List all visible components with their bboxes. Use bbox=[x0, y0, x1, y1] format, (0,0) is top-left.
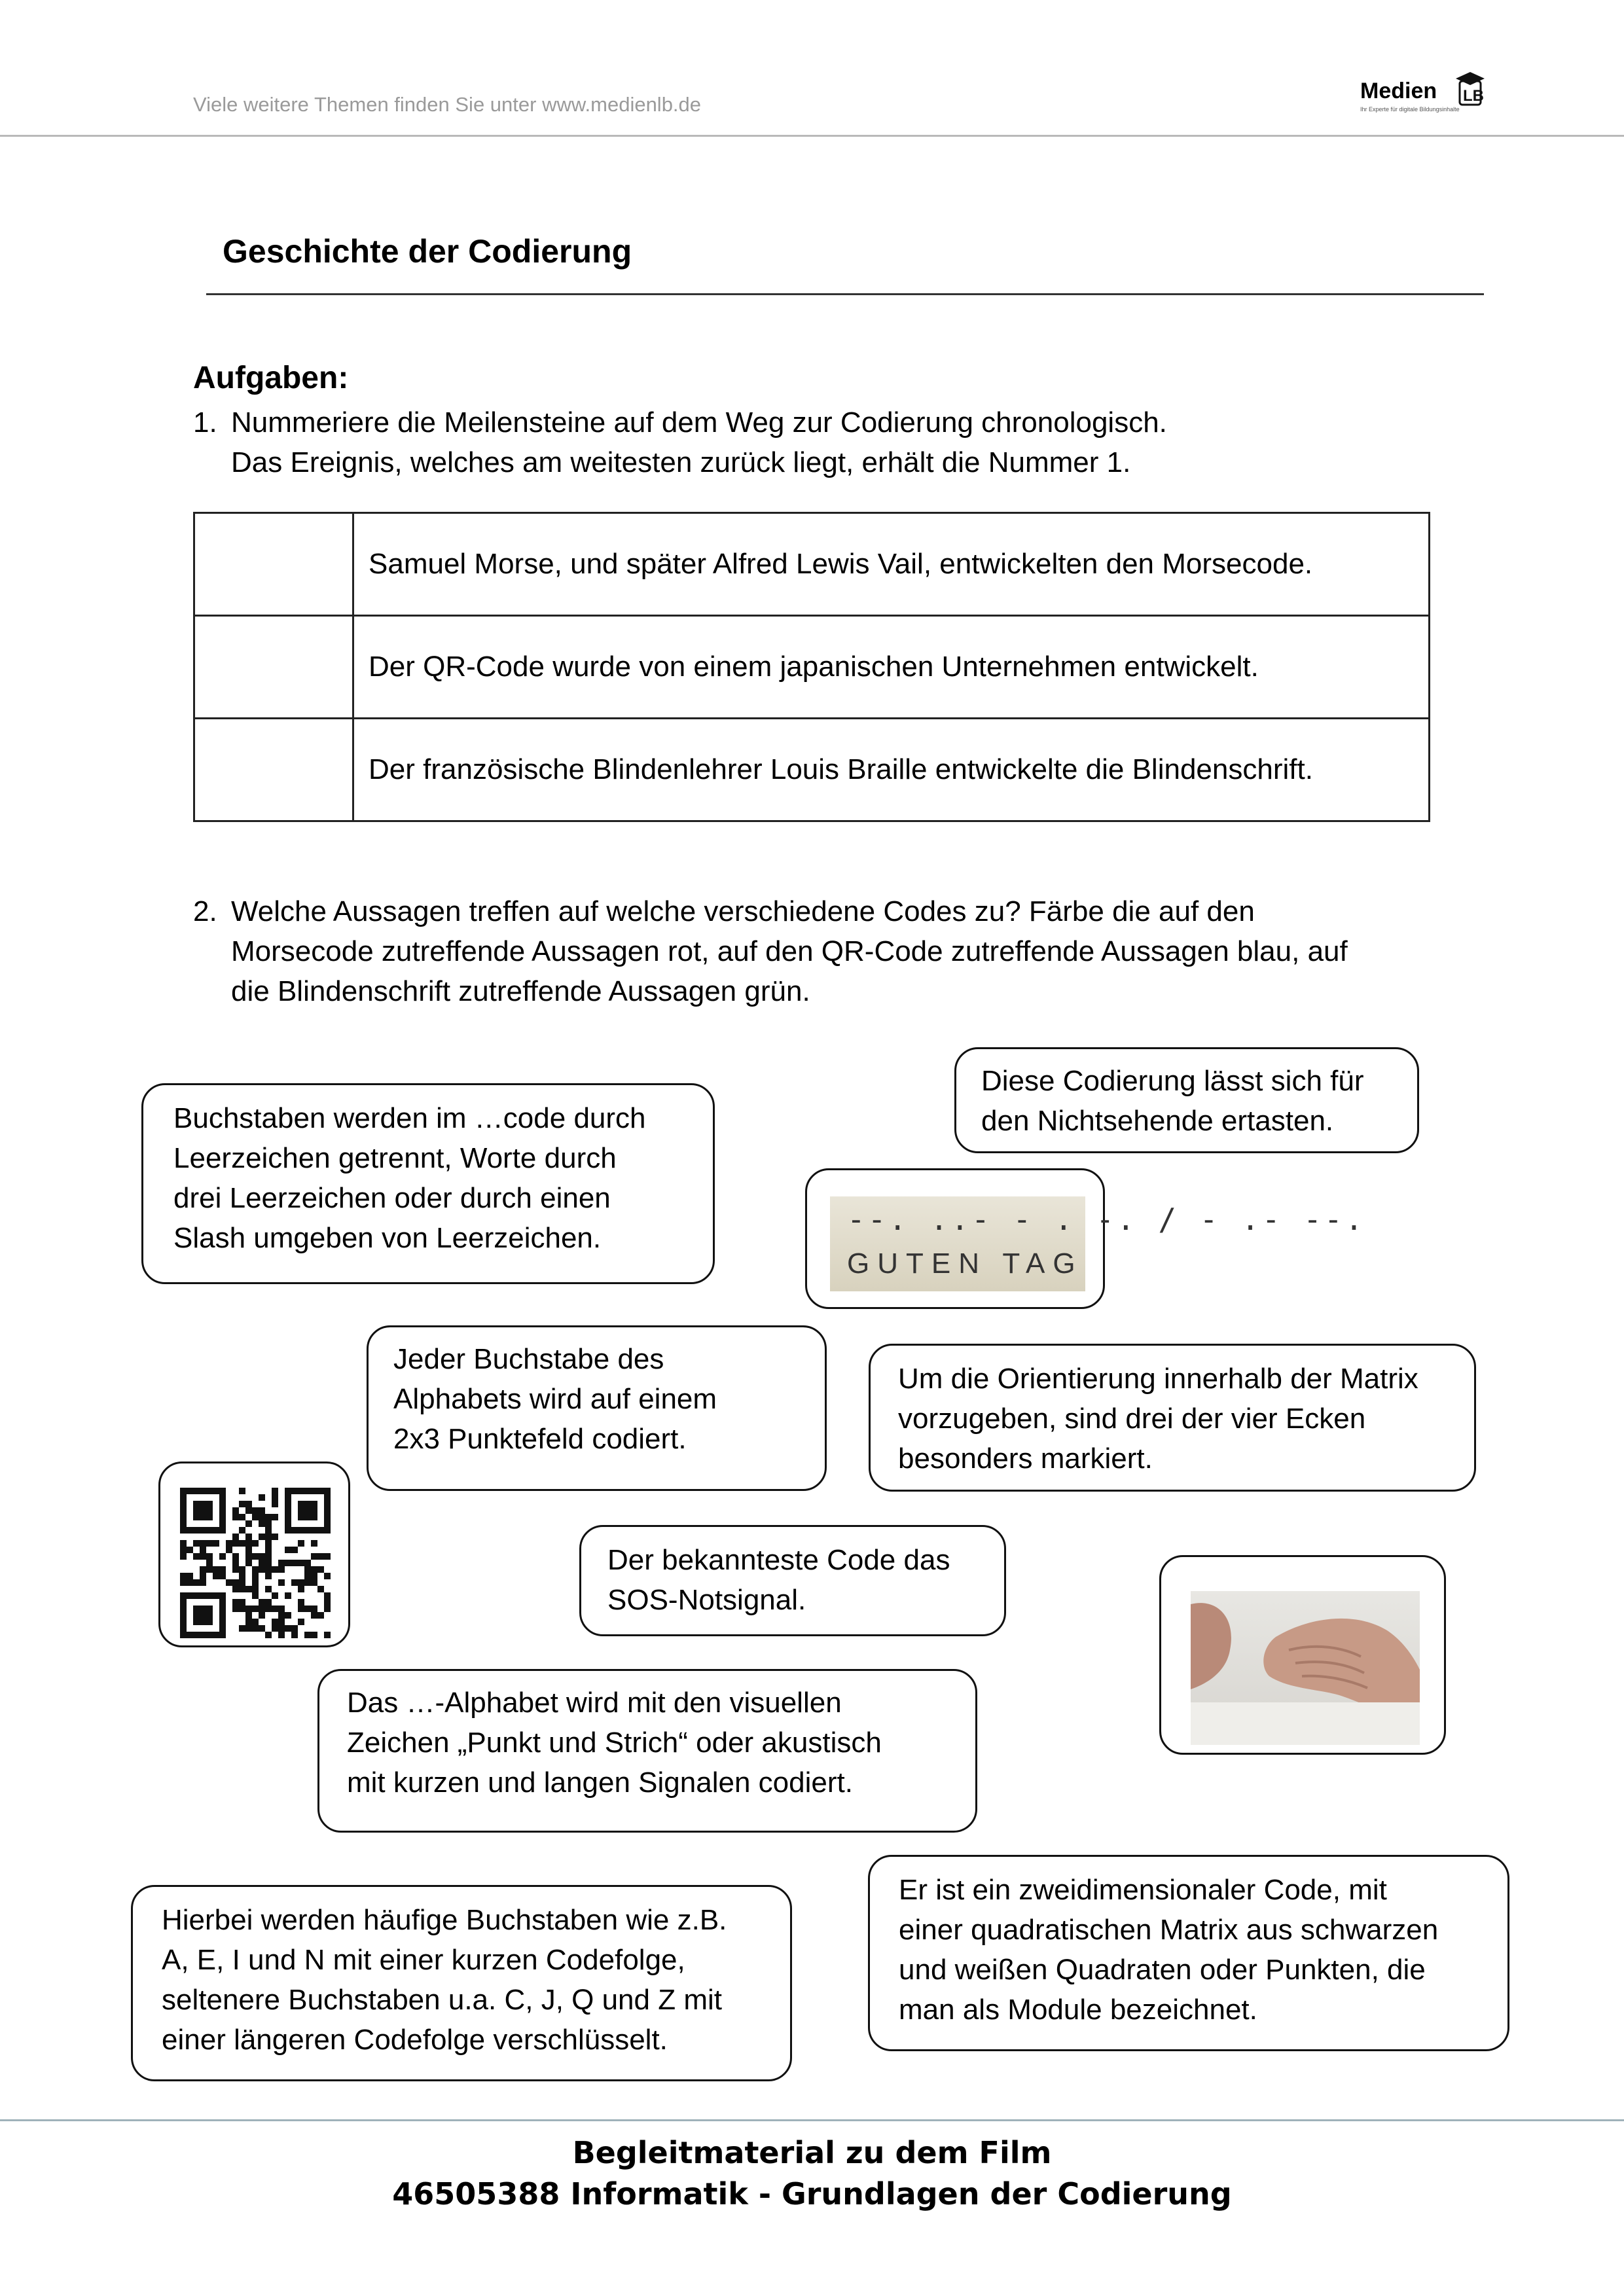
logo-mortarboard-icon bbox=[1453, 69, 1486, 109]
task-2-line-1: Welche Aussagen treffen auf welche verschiedene Codes zu? Färbe die auf den bbox=[231, 895, 1255, 927]
task-1-line-2: Das Ereignis, welches am weitesten zurück liegt, erhält die Nummer 1. bbox=[231, 446, 1131, 478]
statement-line: 2x3 Punktefeld codiert. bbox=[393, 1423, 687, 1455]
statement-box-frequency[interactable] bbox=[131, 1885, 792, 2081]
logo-tagline: Ihr Experte für digitale Bildungsinhalte bbox=[1360, 106, 1460, 113]
statement-line: man als Module bezeichnet. bbox=[899, 1994, 1257, 2026]
statement-box-orientation[interactable] bbox=[869, 1344, 1476, 1492]
table-row bbox=[194, 513, 1430, 616]
hands-icon bbox=[1191, 1591, 1420, 1745]
statement-line: Buchstaben werden im …code durch bbox=[173, 1102, 646, 1134]
statement-box-tactile[interactable] bbox=[954, 1047, 1419, 1153]
table-row bbox=[194, 616, 1430, 719]
page-title: Geschichte der Codierung bbox=[223, 233, 632, 270]
statement-line: Jeder Buchstabe des bbox=[393, 1343, 664, 1375]
statement-line: A, E, I und N mit einer kurzen Codefolge, bbox=[162, 1944, 685, 1976]
statement-box-alphabet[interactable] bbox=[317, 1669, 977, 1833]
statement-line: einer quadratischen Matrix aus schwarzen bbox=[899, 1914, 1439, 1946]
statement-box-matrix[interactable] bbox=[868, 1855, 1509, 2051]
statement-line: besonders markiert. bbox=[898, 1443, 1153, 1475]
morse-decoded-text: GUTEN TAG bbox=[847, 1247, 1083, 1280]
braille-image-box[interactable] bbox=[1159, 1555, 1446, 1755]
statement-line: vorzugeben, sind drei der vier Ecken bbox=[898, 1403, 1366, 1435]
statement-line: Er ist ein zweidimensionaler Code, mit bbox=[899, 1874, 1387, 1906]
statement-line: SOS-Notsignal. bbox=[607, 1584, 806, 1616]
number-input-cell[interactable] bbox=[194, 616, 353, 719]
title-underline bbox=[206, 293, 1484, 295]
statement-line: Der bekannteste Code das bbox=[607, 1544, 950, 1576]
number-input-cell[interactable] bbox=[194, 719, 353, 821]
statement-line: mit kurzen und langen Signalen codiert. bbox=[347, 1767, 853, 1799]
morse-code-image bbox=[830, 1196, 1366, 1291]
morse-code-sequence: --. ..- - . -. / - .- --. bbox=[847, 1202, 1366, 1237]
statement-line: Um die Orientierung innerhalb der Matrix bbox=[898, 1363, 1418, 1395]
statement-line: einer längeren Codefolge verschlüsselt. bbox=[162, 2024, 668, 2056]
header-divider bbox=[0, 135, 1624, 137]
footer-line-1: Begleitmaterial zu dem Film bbox=[572, 2135, 1052, 2170]
task-2-line-2: Morsecode zutreffende Aussagen rot, auf den QR-Code zutreffende Aussagen blau, auf bbox=[231, 935, 1348, 967]
logo-wordmark: Medien bbox=[1360, 79, 1437, 103]
milestones-table bbox=[193, 512, 1430, 822]
task-1-number: 1. bbox=[193, 406, 217, 439]
morse-image-box[interactable] bbox=[805, 1168, 1366, 1309]
statement-line: den Nichtsehende ertasten. bbox=[981, 1105, 1334, 1137]
task-1-line-1: Nummeriere die Meilensteine auf dem Weg zur Codierung chronologisch. bbox=[231, 406, 1167, 439]
statement-box-separators[interactable] bbox=[141, 1083, 715, 1284]
event-cell: Der französische Blindenlehrer Louis Braille entwickelte die Blindenschrift. bbox=[353, 719, 1430, 821]
qr-image-box[interactable] bbox=[158, 1462, 350, 1647]
statement-line: Alphabets wird auf einem bbox=[393, 1383, 717, 1415]
tasks-heading: Aufgaben: bbox=[193, 361, 349, 395]
task-2-number: 2. bbox=[193, 895, 217, 927]
statement-line: drei Leerzeichen oder durch einen bbox=[173, 1182, 611, 1214]
statement-line: Diese Codierung lässt sich für bbox=[981, 1065, 1364, 1097]
statement-line: Slash umgeben von Leerzeichen. bbox=[173, 1222, 602, 1254]
statement-line: und weißen Quadraten oder Punkten, die bbox=[899, 1954, 1426, 1986]
number-input-cell[interactable] bbox=[194, 513, 353, 616]
event-cell: Der QR-Code wurde von einem japanischen Unternehmen entwickelt. bbox=[353, 616, 1430, 719]
statement-line: Leerzeichen getrennt, Worte durch bbox=[173, 1142, 617, 1174]
task-2-line-3: die Blindenschrift zutreffende Aussagen grün. bbox=[231, 975, 810, 1007]
statement-line: Hierbei werden häufige Buchstaben wie z.B. bbox=[162, 1904, 727, 1936]
table-row bbox=[194, 719, 1430, 821]
braille-reading-hands-image bbox=[1191, 1591, 1420, 1745]
statement-line: Zeichen „Punkt und Strich“ oder akustisch bbox=[347, 1727, 882, 1759]
statement-box-sos[interactable] bbox=[579, 1525, 1006, 1636]
medienlb-logo bbox=[1360, 63, 1491, 122]
header-website-note: Viele weitere Themen finden Sie unter www.medienlb.de bbox=[193, 93, 702, 116]
statement-line: seltenere Buchstaben u.a. C, J, Q und Z mit bbox=[162, 1984, 722, 2016]
event-cell: Samuel Morse, und später Alfred Lewis Vail, entwickelten den Morsecode. bbox=[353, 513, 1430, 616]
statement-box-dotfield[interactable] bbox=[367, 1325, 827, 1491]
footer-divider bbox=[0, 2119, 1624, 2121]
statement-line: Das …-Alphabet wird mit den visuellen bbox=[347, 1687, 842, 1719]
logo-badge-text: LB bbox=[1463, 87, 1484, 105]
qr-code-icon bbox=[180, 1488, 331, 1638]
footer-line-2: 46505388 Informatik - Grundlagen der Codierung bbox=[392, 2176, 1232, 2212]
